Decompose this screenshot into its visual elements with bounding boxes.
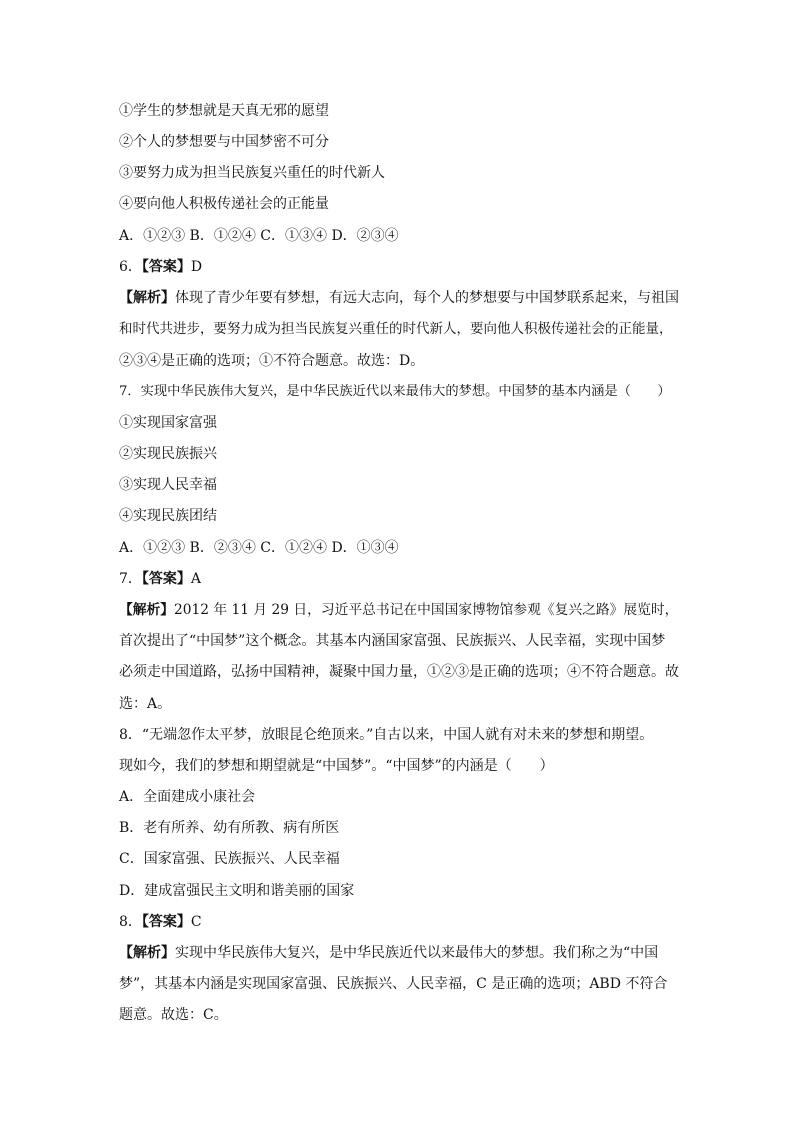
a8-answer-value: C <box>190 914 202 930</box>
a7-answer-value: A <box>190 571 202 587</box>
a6-analysis-line-1 <box>119 288 679 308</box>
a6-analysis-line-3: ②③④是正确的选项；①不符合题意。故选：D。 <box>119 353 425 369</box>
a7-answer-line <box>119 569 679 589</box>
q8-option-d: D．建成富强民主文明和谐美丽的国家 <box>119 883 355 899</box>
a6-answer-value: D <box>190 259 203 275</box>
q7-stem: 7．实现中华民族伟大复兴，是中华民族近代以来最伟大的梦想。中国梦的基本内涵是（ ） <box>119 384 671 399</box>
q7-item-4: ④实现民族团结 <box>119 508 217 524</box>
q8-option-c: C．国家富强、民族振兴、人民幸福 <box>119 851 340 867</box>
q8-option-a: A．全面建成小康社会 <box>119 789 256 805</box>
a8-analysis-label: 【解析】 <box>119 945 175 961</box>
q8-stem-line-2: 现如今，我们的梦想和期望就是“中国梦”。“中国梦”的内涵是（ ） <box>119 758 554 774</box>
a6-answer-label: 【答案】 <box>141 259 191 275</box>
q8-stem-line-1: 8．“无端忽作太平梦，放眼昆仑绝顶来。”自古以来，中国人就有对未来的梦想和期望。 <box>119 727 654 743</box>
a8-answer-prefix: 8． <box>119 914 142 930</box>
a6-answer-prefix: 6． <box>119 259 142 275</box>
q6-choices: A．①②③ B．①②④ C．①③④ D．②③④ <box>119 228 399 244</box>
q6-item-4: ④要向他人积极传递社会的正能量 <box>119 196 329 212</box>
q6-item-1: ①学生的梦想就是天真无邪的愿望 <box>119 103 329 119</box>
q6-item-3: ③要努力成为担当民族复兴重任的时代新人 <box>119 165 385 181</box>
a8-analysis-line-1 <box>119 943 679 963</box>
a7-analysis-line-4: 选：A。 <box>119 696 172 712</box>
q7-item-1: ①实现国家富强 <box>119 415 217 431</box>
a6-analysis-label: 【解析】 <box>119 290 175 306</box>
a7-analysis-line-2: 首次提出了“中国梦”这个概念。其基本内涵国家富强、民族振兴、人民幸福，实现中国梦 <box>119 633 666 649</box>
q6-item-2: ②个人的梦想要与中国梦密不可分 <box>119 134 329 150</box>
a6-analysis-text-1: 体现了青少年要有梦想，有远大志向，每个人的梦想要与中国梦联系起来，与祖国 <box>175 290 679 306</box>
a8-answer-label: 【答案】 <box>141 914 191 930</box>
a8-analysis-text-1: 实现中华民族伟大复兴，是中华民族近代以来最伟大的梦想。我们称之为“中国 <box>175 945 659 961</box>
a7-analysis-line-3: 必须走中国道路，弘扬中国精神，凝聚中国力量，①②③是正确的选项；④不符合题意。故 <box>119 664 679 680</box>
a7-analysis-text-1: 2012 年 11 月 29 日，习近平总书记在中国国家博物馆参观《复兴之路》展览时， <box>174 602 679 618</box>
a8-analysis-line-2: 梦”，其基本内涵是实现国家富强、民族振兴、人民幸福，C 是正确的选项；ABD 不符合 <box>119 976 668 992</box>
q7-item-2: ②实现民族振兴 <box>119 446 217 462</box>
q8-option-b: B．老有所养、幼有所教、病有所医 <box>119 820 340 836</box>
q7-choices: A．①②③ B．②③④ C．①②④ D．①③④ <box>119 540 399 556</box>
a7-analysis-label: 【解析】 <box>119 602 175 618</box>
a7-answer-prefix: 7． <box>119 571 142 587</box>
a6-analysis-line-2: 和时代共进步，要努力成为担当民族复兴重任的时代新人，要向他人积极传递社会的正能量， <box>119 321 673 337</box>
a8-answer-line <box>119 912 679 932</box>
a8-analysis-line-3: 题意。故选：C。 <box>119 1007 228 1023</box>
a7-answer-label: 【答案】 <box>141 571 191 587</box>
a7-analysis-line-1 <box>119 600 679 620</box>
a6-answer-line <box>119 257 679 277</box>
q7-item-3: ③实现人民幸福 <box>119 477 217 493</box>
